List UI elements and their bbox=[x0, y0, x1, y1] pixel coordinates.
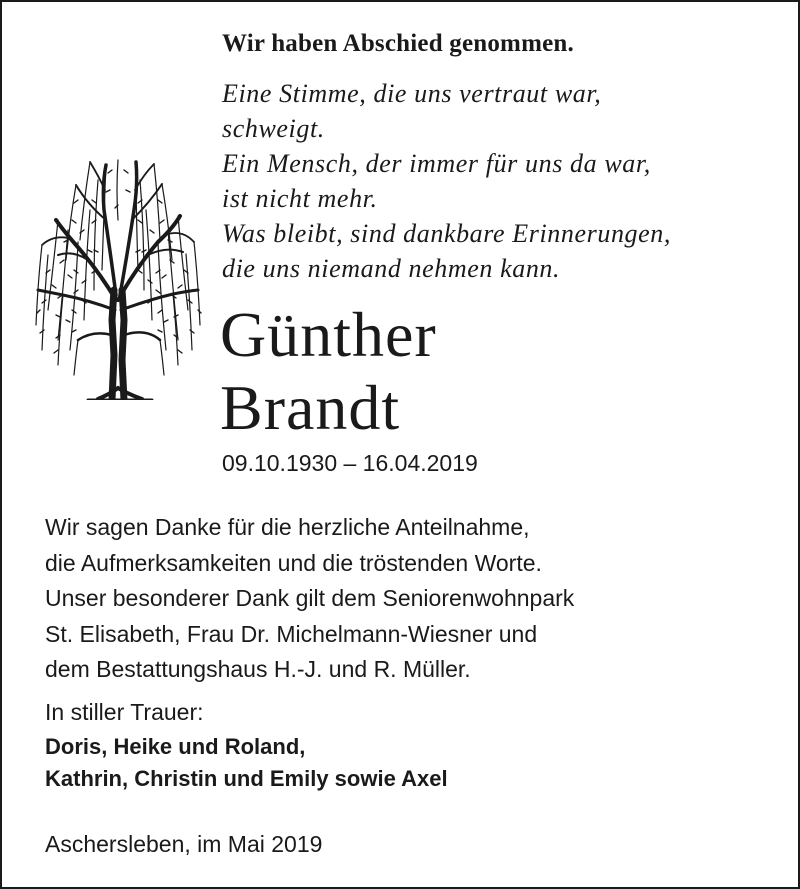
thanks-line: Wir sagen Danke für die herzliche Anteilnahme, bbox=[45, 514, 530, 540]
first-name: Günther bbox=[220, 299, 437, 370]
life-dates: 09.10.1930 – 16.04.2019 bbox=[222, 450, 478, 476]
last-name: Brandt bbox=[220, 372, 401, 443]
mourners-line: Kathrin, Christin und Emily sowie Axel bbox=[45, 766, 448, 791]
thanks-line: die Aufmerksamkeiten und die tröstenden Worte. bbox=[45, 549, 542, 576]
thanks-line: Unser besonderer Dank gilt dem Seniorenwohnpark bbox=[45, 585, 575, 611]
poem-line: ist nicht mehr. bbox=[222, 184, 378, 213]
thanks-text bbox=[45, 510, 574, 688]
mourners-list bbox=[45, 731, 448, 795]
notice-heading: Wir haben Abschied genommen. bbox=[222, 30, 574, 57]
place-date: Aschersleben, im Mai 2019 bbox=[45, 831, 323, 857]
poem-line: schweigt. bbox=[222, 114, 325, 143]
poem-line: die uns niemand nehmen kann. bbox=[222, 254, 561, 283]
weeping-willow-tree-icon bbox=[28, 150, 206, 400]
thanks-line: St. Elisabeth, Frau Dr. Michelmann-Wiesner und bbox=[45, 620, 538, 647]
mourning-label: In stiller Trauer: bbox=[45, 699, 204, 725]
poem-line: Eine Stimme, die uns vertraut war, bbox=[222, 79, 602, 108]
poem-line: Was bleibt, sind dankbare Erinnerungen, bbox=[222, 219, 671, 248]
deceased-name bbox=[220, 298, 437, 444]
mourners-line: Doris, Heike und Roland, bbox=[45, 734, 306, 759]
thanks-line: dem Bestattungshaus H.-J. und R. Müller. bbox=[45, 656, 471, 682]
poem-line: Ein Mensch, der immer für uns da war, bbox=[222, 149, 651, 178]
poem bbox=[222, 76, 792, 286]
